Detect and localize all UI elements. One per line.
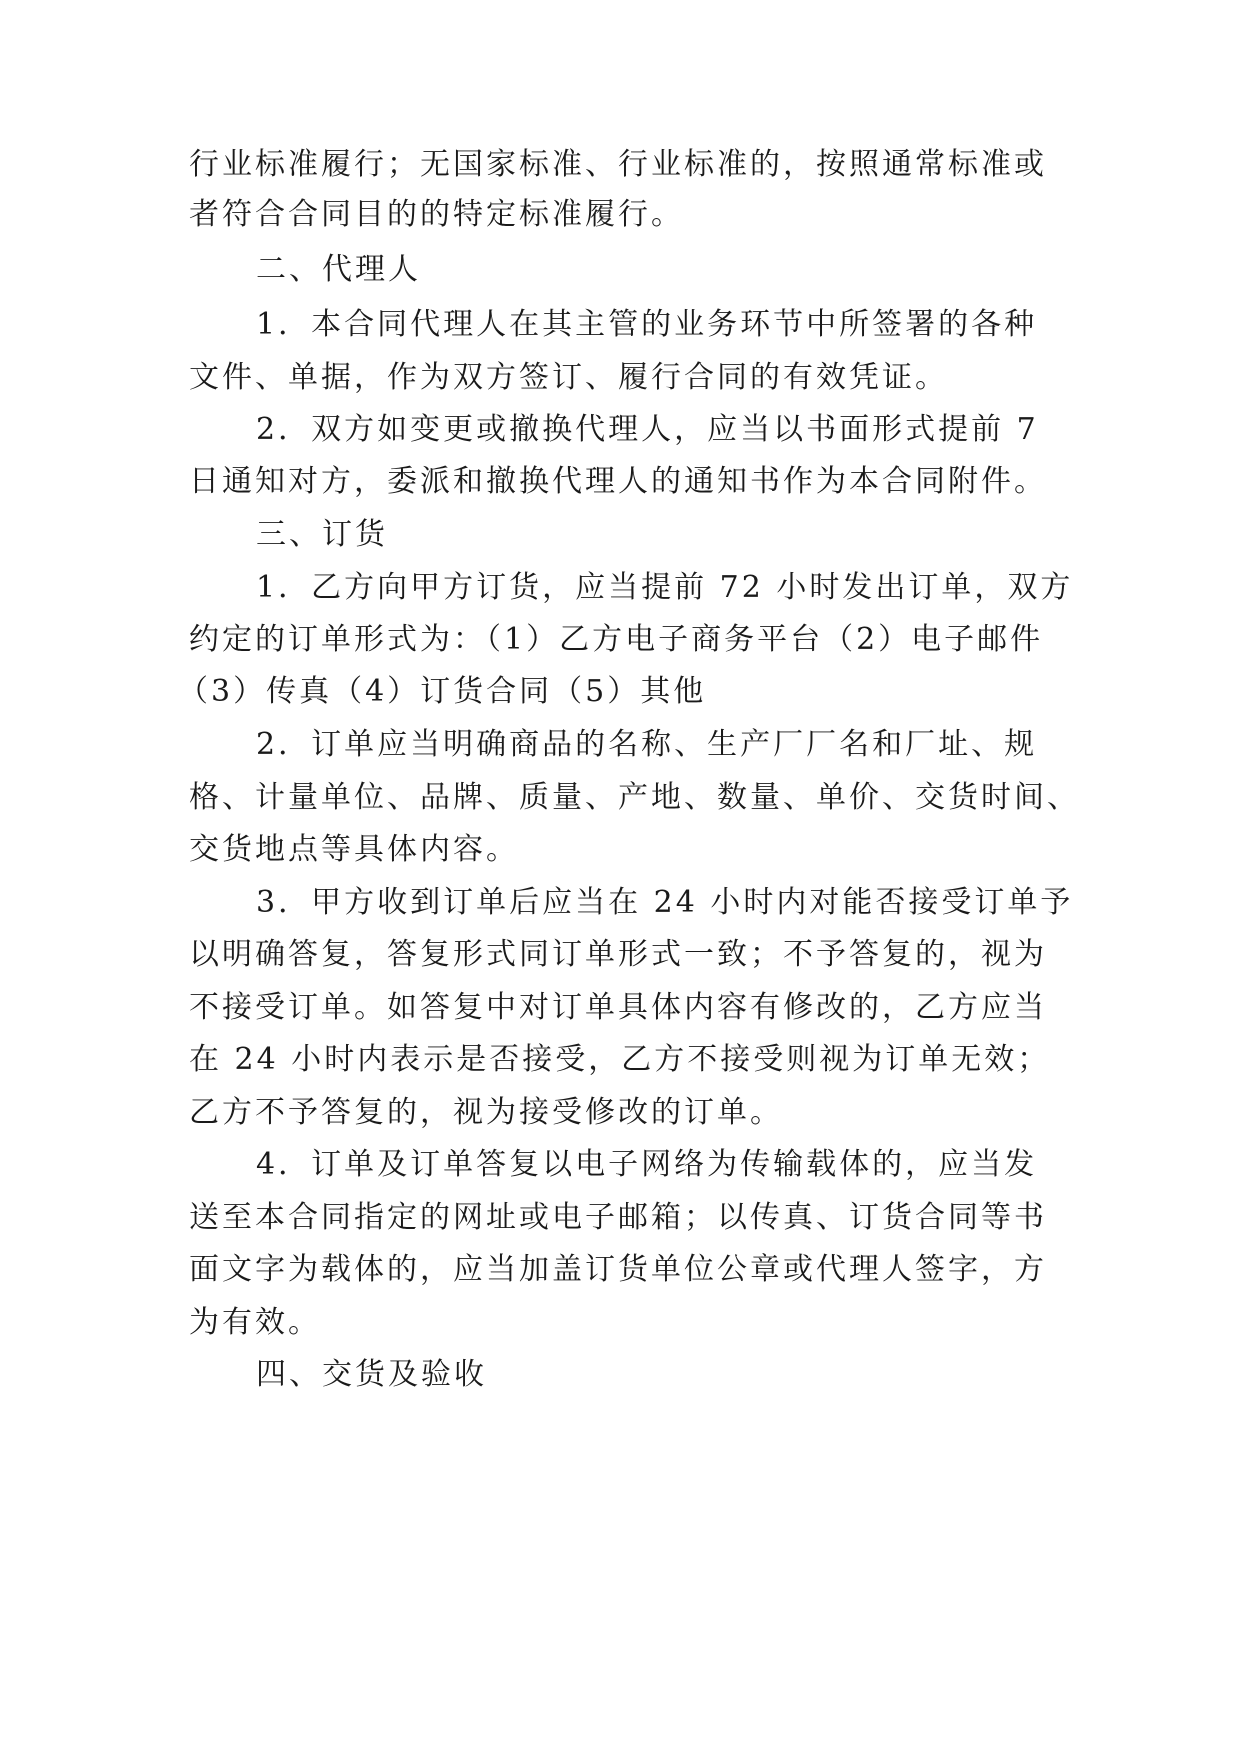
text-line: 3．甲方收到订单后应当在 24 小时内对能否接受订单予	[256, 885, 1074, 920]
text-line: 者符合合同目的的特定标准履行。	[189, 197, 684, 232]
text-line: 为有效。	[189, 1305, 321, 1340]
text-line: 文件、单据，作为双方签订、履行合同的有效凭证。	[189, 360, 948, 395]
text-line: 行业标准履行；无国家标准、行业标准的，按照通常标准或	[189, 147, 1047, 182]
section-heading-delivery: 四、交货及验收	[256, 1357, 487, 1392]
text-line: 1．本合同代理人在其主管的业务环节中所签署的各种	[256, 307, 1038, 342]
text-line: 在 24 小时内表示是否接受，乙方不接受则视为订单无效；	[189, 1042, 1051, 1077]
text-line: 日通知对方，委派和撤换代理人的通知书作为本合同附件。	[189, 464, 1047, 499]
text-line: 2．订单应当明确商品的名称、生产厂厂名和厂址、规	[256, 727, 1038, 762]
text-line: 1．乙方向甲方订货，应当提前 72 小时发出订单，双方	[256, 570, 1074, 605]
text-line: （3）传真（4）订货合同（5）其他	[178, 674, 707, 709]
section-heading-agent: 二、代理人	[256, 252, 421, 287]
text-line: 乙方不予答复的，视为接受修改的订单。	[189, 1095, 783, 1130]
section-heading-ordering: 三、订货	[256, 517, 388, 552]
text-line: 以明确答复，答复形式同订单形式一致；不予答复的，视为	[189, 937, 1047, 972]
text-line: 格、计量单位、品牌、质量、产地、数量、单价、交货时间、	[189, 780, 1080, 815]
text-line: 送至本合同指定的网址或电子邮箱；以传真、订货合同等书	[189, 1200, 1047, 1235]
text-line: 面文字为载体的，应当加盖订货单位公章或代理人签字，方	[189, 1252, 1047, 1287]
text-line: 交货地点等具体内容。	[189, 832, 519, 867]
text-line: 不接受订单。如答复中对订单具体内容有修改的，乙方应当	[189, 990, 1047, 1025]
text-line: 约定的订单形式为：（1）乙方电子商务平台（2）电子邮件	[189, 622, 1044, 657]
text-line: 2．双方如变更或撤换代理人，应当以书面形式提前 7	[256, 412, 1039, 447]
text-line: 4．订单及订单答复以电子网络为传输载体的，应当发	[256, 1147, 1038, 1182]
